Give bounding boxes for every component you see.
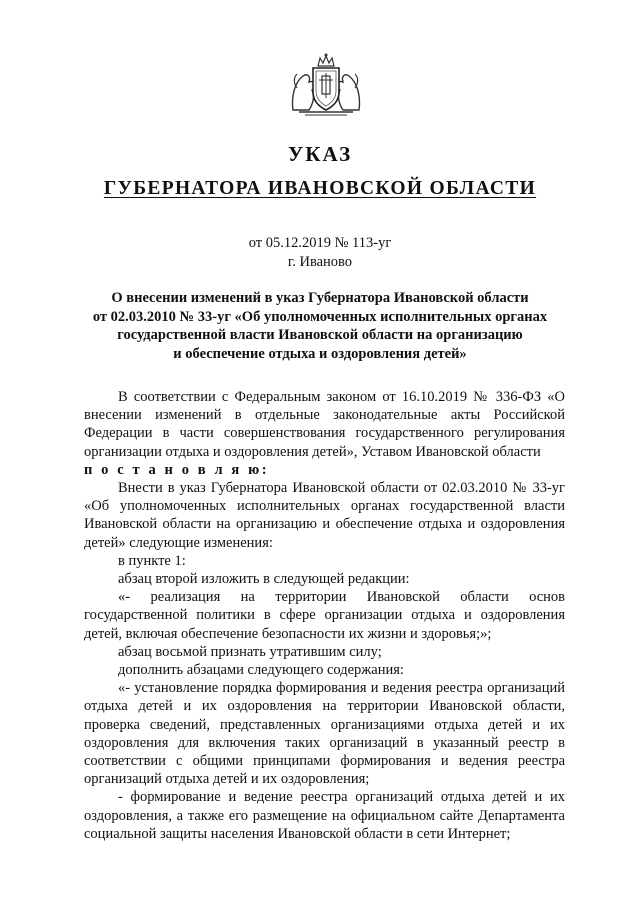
document-body: [84, 388, 565, 843]
subject-line: и обеспечение отдыха и оздоровления детей»: [173, 345, 467, 362]
paragraph-item: абзац второй изложить в следующей редакции:: [118, 571, 410, 588]
subject-line: от 02.03.2010 № 33-уг «Об уполномоченных исполнительных органах: [92, 308, 548, 325]
paragraph-item: «- установление порядка формирования и ведения реестра организаций отдыха детей и их оздоровления на территории Ивановской области, проверка сведений, представленных организациями отдыха детей и их оздоровления для включения таких организаций в указанный реестр в соответствии с общими принципами формирования и ведения реестра организаций отдыха детей и их оздоровления;: [84, 680, 565, 788]
city: г. Иваново: [287, 254, 353, 270]
subject-line: О внесении изменений в указ Губернатора Ивановской области: [111, 290, 529, 306]
paragraph-amend: Внести в указ Губернатора Ивановской области от 02.03.2010 № 33-уг «Об уполномоченных исполнительных органах государственной власти Ивановской области на организацию и обеспечение отдыха и оздоровления детей» следующие изменения:: [84, 480, 565, 551]
paragraph-decree: п о с т а н о в л я ю:: [84, 461, 270, 478]
paragraph-item: абзац восьмой признать утратившим силу;: [118, 643, 382, 660]
document-type: УКАЗ: [287, 142, 353, 166]
issuer-title: ГУБЕРНАТОРА ИВАНОВСКОЙ ОБЛАСТИ: [103, 178, 537, 199]
coat-of-arms-icon: [285, 52, 367, 118]
date-number: от 05.12.2019 № 113-уг: [248, 235, 392, 251]
paragraph-preamble: В соответствии с Федеральным законом от 16.10.2019 № 336-ФЗ «О внесении изменений в отдельные законодательные акты Российской Федерации в части совершенствования государственного регулирования организации отдыха и оздоровления детей», Уставом Ивановской области: [84, 389, 565, 460]
paragraph-item: «- реализация на территории Ивановской области основ государственной политики в сфере организации отдыха и оздоровления детей, включая обеспечение безопасности их жизни и здоровья;»;: [84, 589, 565, 642]
paragraph-item: дополнить абзацами следующего содержания:: [118, 662, 404, 679]
subject-line: государственной власти Ивановской области на организацию: [117, 327, 523, 343]
paragraph-item: - формирование и ведение реестра организаций отдыха детей и их оздоровления, а также его размещение на официальном сайте Департамента социальной защиты населения Ивановской области в сети Интернет;: [84, 789, 565, 842]
subject-heading: [70, 289, 570, 363]
paragraph-item: в пункте 1:: [118, 552, 186, 569]
